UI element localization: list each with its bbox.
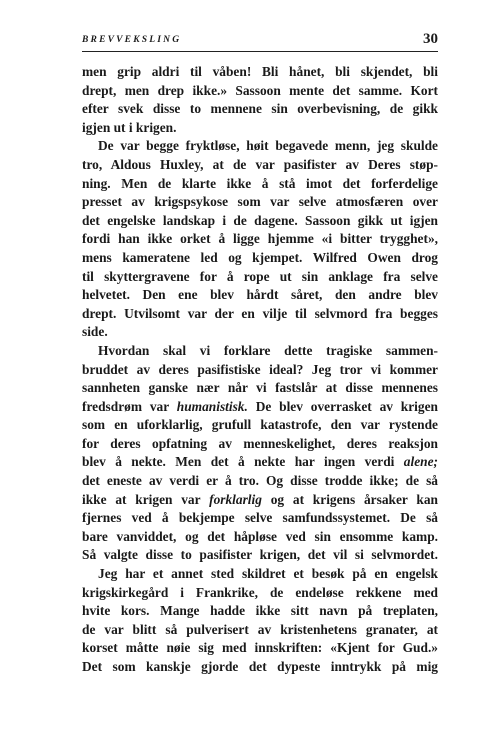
- text-segment: de var blitt så pulverisert av kristenhetens granater, at: [82, 621, 438, 637]
- emphasized-text: alene;: [403, 454, 438, 470]
- text-line: [82, 230, 438, 249]
- header-rule: [82, 51, 438, 52]
- text-line: [82, 453, 438, 472]
- text-segment: bare vanviddet, og det håpløse ved sin ensomme kamp.: [82, 528, 438, 544]
- text-segment: efter svek disse to mennene sin overbevisning, de gikk: [82, 101, 438, 117]
- text-line: [82, 249, 438, 268]
- text-line: [82, 137, 438, 156]
- text-segment: ikke at krigen var: [82, 491, 210, 507]
- text-segment: sannheten ganske nær når vi fastslår at disse mennenes: [82, 380, 438, 396]
- text-line: [82, 286, 438, 305]
- text-segment: De blev overrasket av krigen: [247, 398, 438, 414]
- text-segment: presset av krigspsykose som var selve atmosfæren over: [82, 194, 438, 210]
- text-segment: mens kameratene led og kjempet. Wilfred Owen drog: [82, 249, 438, 265]
- text-segment: Så valgte disse to pasifister krigen, det vil si selvmordet.: [82, 547, 438, 563]
- text-line: [82, 398, 438, 417]
- text-line: [82, 305, 438, 324]
- text-line: [82, 546, 438, 565]
- text-segment: men grip aldri til våben! Bli hånet, bli skjendet, bli: [82, 64, 438, 79]
- text-segment: krigskirkegård i Frankrike, de endeløse rekkene med: [82, 584, 438, 600]
- text-line: [82, 323, 438, 342]
- text-line: [82, 584, 438, 603]
- text-line: [82, 491, 438, 510]
- text-segment: korset måtte nøie sig med innskriften: «Kjent for Gud.»: [82, 640, 438, 656]
- text-segment: helvetet. Den ene blev hårdt såret, den andre blev: [82, 287, 438, 303]
- text-segment: De var begge fryktløse, høit begavede menn, jeg skulde: [98, 138, 438, 154]
- text-line: [82, 119, 438, 138]
- emphasized-text: forklarlig: [209, 491, 262, 507]
- text-segment: side.: [82, 324, 108, 340]
- text-segment: igjen ut i krigen.: [82, 119, 177, 135]
- text-line: [82, 342, 438, 361]
- page-header: [82, 31, 438, 50]
- text-line: [82, 175, 438, 194]
- running-head: BREVVEKSLING: [82, 35, 182, 45]
- text-segment: tro, Aldous Huxley, at de var pasifister av Deres støp-: [82, 156, 438, 172]
- text-line: [82, 472, 438, 491]
- text-segment: bruddet av deres pasifistiske ideal? Jeg tror vi kommer: [82, 361, 438, 377]
- text-line: [82, 639, 438, 658]
- text-line: [82, 602, 438, 621]
- text-segment: blev å nekte. Men det å nekte har ingen verdi: [82, 454, 404, 470]
- text-segment: Jeg har et annet sted skildret et besøk på en engelsk: [98, 566, 438, 582]
- text-line: [82, 379, 438, 398]
- text-segment: fordi han ikke orket å ligge hjemme «i bitter trygghet»,: [82, 231, 438, 247]
- text-segment: fredsdrøm var: [82, 398, 177, 414]
- text-line: [82, 416, 438, 435]
- text-line: [82, 82, 438, 101]
- text-line: [82, 528, 438, 547]
- text-line: [82, 268, 438, 287]
- text-line: [82, 509, 438, 528]
- text-segment: drept. Utvilsomt var der en vilje til selvmord fra begges: [82, 305, 438, 321]
- text-line: [82, 63, 438, 82]
- text-segment: ning. Men de klarte ikke å stå imot det forferdelige: [82, 175, 438, 191]
- page-number: 30: [423, 31, 438, 47]
- text-segment: som en uforklarlig, grufull katastrofe, den var rystende: [82, 417, 438, 433]
- text-line: [82, 193, 438, 212]
- text-segment: Det som kanskje gjorde det dypeste inntrykk på mig: [82, 659, 438, 674]
- text-segment: fjernes ved å bekjempe selve samfundssystemet. De så: [82, 510, 438, 526]
- text-segment: og at krigens årsaker kan: [261, 491, 438, 507]
- text-segment: for deres opfatning av menneskelighet, deres reaksjon: [82, 435, 438, 451]
- text-line: [82, 658, 438, 677]
- text-line: [82, 621, 438, 640]
- text-line: [82, 156, 438, 175]
- text-line: [82, 212, 438, 231]
- body-text: [82, 63, 438, 677]
- emphasized-text: humanistisk.: [176, 398, 248, 414]
- text-segment: drept, men drep ikke.» Sassoon mente det samme. Kort: [82, 82, 438, 98]
- text-segment: til skyttergravene for å rope ut sin anklage fra selve: [82, 268, 438, 284]
- text-line: [82, 361, 438, 380]
- text-segment: det eneste av verdi er å tro. Og disse trodde ikke; de så: [82, 473, 438, 489]
- text-segment: hvite kors. Mange hadde ikke sitt navn på treplaten,: [82, 603, 438, 619]
- text-line: [82, 435, 438, 454]
- text-line: [82, 565, 438, 584]
- text-segment: det engelske landskap i de dagene. Sassoon gikk ut igjen: [82, 212, 438, 228]
- text-segment: Hvordan skal vi forklare dette tragiske sammen-: [98, 342, 438, 358]
- text-line: [82, 100, 438, 119]
